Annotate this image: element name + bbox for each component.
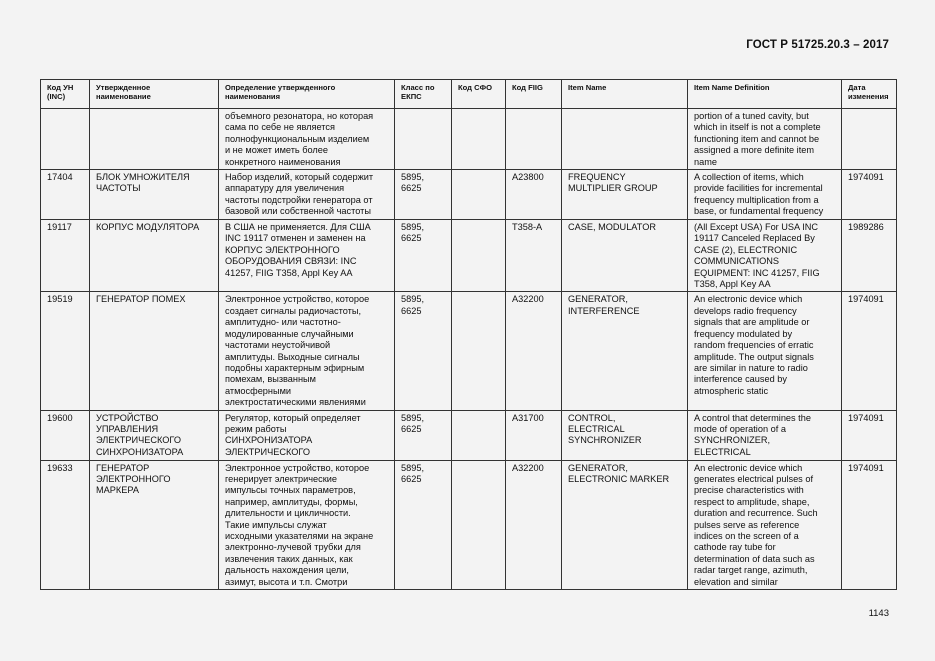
cell-fiig-code: A23800 xyxy=(506,170,562,220)
header-row xyxy=(41,80,897,109)
page-number: 1143 xyxy=(868,608,889,619)
cell-name-definition: Электронное устройство, которое создает сигналы радиочастоты, амплитудно- или частотно- модулированные случайными частотами неустойчивой амплитуды. Выходные сигналы подобны характерным эфирным помехам, вызванным атмосферными электростатическими явлениями xyxy=(219,292,395,410)
cell-approved-name xyxy=(90,109,219,170)
cell-inc-code: 17404 xyxy=(41,170,90,220)
cell-change-date: 1974091 xyxy=(842,292,897,410)
cell-name-definition: Электронное устройство, которое генерирует электрические импульсы точных параметров, например, амплитуды, формы, длительности и цикличности. Такие импульсы служат исходными указателями на экране электронно-лучевой трубки для извлечения таких данных, как дальность нахождения цели, азимут, высота и т.п. Смотри xyxy=(219,460,395,589)
cell-inc-code: 19600 xyxy=(41,410,90,460)
cell-fiig-code: A32200 xyxy=(506,460,562,589)
cell-item-name-definition: (All Except USA) For USA INC 19117 Canceled Replaced By CASE (2), ELECTRONIC COMMUNICATIONS EQUIPMENT: INC 41257, FIIG T358, Appl Key AA xyxy=(688,220,842,292)
cell-item-name-definition: A collection of items, which provide facilities for incremental frequency multiplication from a base, or fundamental frequency xyxy=(688,170,842,220)
cell-sfo-code xyxy=(452,220,506,292)
cell-item-name-definition: A control that determines the mode of operation of a SYNCHRONIZER, ELECTRICAL xyxy=(688,410,842,460)
cell-sfo-code xyxy=(452,460,506,589)
cell-change-date: 1974091 xyxy=(842,410,897,460)
cell-item-name-definition: An electronic device which develops radio frequency signals that are amplitude or frequency modulated by random frequencies of erratic amplitude. The output signals are similar in nature to radio interference caused by atmospheric static xyxy=(688,292,842,410)
cell-approved-name: ГЕНЕРАТОР ПОМЕХ xyxy=(90,292,219,410)
cell-approved-name: БЛОК УМНОЖИТЕЛЯ ЧАСТОТЫ xyxy=(90,170,219,220)
cell-fiig-code xyxy=(506,109,562,170)
cell-change-date: 1989286 xyxy=(842,220,897,292)
cell-inc-code: 19117 xyxy=(41,220,90,292)
header-change-date: Дата изменения xyxy=(842,80,897,109)
cell-sfo-code xyxy=(452,292,506,410)
header-fiig-code: Код FIIG xyxy=(506,80,562,109)
cell-name-definition: В США не применяется. Для США INC 19117 отменен и заменен на КОРПУС ЭЛЕКТРОННОГО ОБОРУДОВАНИЯ СВЯЗИ: INC 41257, FIIG T358, Appl Key AA xyxy=(219,220,395,292)
cell-approved-name: ГЕНЕРАТОР ЭЛЕКТРОННОГО МАРКЕРА xyxy=(90,460,219,589)
cell-ekps-class xyxy=(395,109,452,170)
cell-ekps-class: 5895, 6625 xyxy=(395,170,452,220)
cell-sfo-code xyxy=(452,170,506,220)
document-code: ГОСТ Р 51725.20.3 – 2017 xyxy=(746,39,889,51)
cell-fiig-code: A31700 xyxy=(506,410,562,460)
cell-item-name: CONTROL, ELECTRICAL SYNCHRONIZER xyxy=(562,410,688,460)
cell-name-definition: Набор изделий, который содержит аппаратуру для увеличения частоты подстройки генератора от базовой или собственной частоты xyxy=(219,170,395,220)
cell-sfo-code xyxy=(452,410,506,460)
header-ekps-class: Класс по ЕКПС xyxy=(395,80,452,109)
cell-fiig-code: T358-A xyxy=(506,220,562,292)
cell-change-date xyxy=(842,109,897,170)
cell-item-name: GENERATOR, INTERFERENCE xyxy=(562,292,688,410)
header-item-name-definition: Item Name Definition xyxy=(688,80,842,109)
cell-ekps-class: 5895, 6625 xyxy=(395,292,452,410)
cell-inc-code: 19633 xyxy=(41,460,90,589)
table-row xyxy=(41,109,897,170)
cell-name-definition: объемного резонатора, но которая сама по себе не является полнофункциональным изделием и не может иметь более конкретного наименования xyxy=(219,109,395,170)
header-sfo-code: Код СФО xyxy=(452,80,506,109)
cell-inc-code: 19519 xyxy=(41,292,90,410)
catalog-table xyxy=(40,79,897,590)
cell-approved-name: УСТРОЙСТВО УПРАВЛЕНИЯ ЭЛЕКТРИЧЕСКОГО СИНХРОНИЗАТОРА xyxy=(90,410,219,460)
cell-item-name xyxy=(562,109,688,170)
cell-item-name: CASE, MODULATOR xyxy=(562,220,688,292)
cell-item-name: GENERATOR, ELECTRONIC MARKER xyxy=(562,460,688,589)
table-row xyxy=(41,170,897,220)
cell-ekps-class: 5895, 6625 xyxy=(395,460,452,589)
cell-ekps-class: 5895, 6625 xyxy=(395,410,452,460)
cell-item-name: FREQUENCY MULTIPLIER GROUP xyxy=(562,170,688,220)
header-name-definition: Определение утвержденного наименования xyxy=(219,80,395,109)
header-approved-name: Утвержденное наименование xyxy=(90,80,219,109)
header-inc-code: Код УН (INC) xyxy=(41,80,90,109)
cell-ekps-class: 5895, 6625 xyxy=(395,220,452,292)
cell-inc-code xyxy=(41,109,90,170)
header-item-name: Item Name xyxy=(562,80,688,109)
cell-change-date: 1974091 xyxy=(842,460,897,589)
cell-change-date: 1974091 xyxy=(842,170,897,220)
cell-item-name-definition: An electronic device which generates electrical pulses of precise characteristics with respect to amplitude, shape, duration and recurrence. Such pulses serve as reference indices on the screen of a cathode ray tube for determination of data such as radar target range, azimuth, elevation and similar xyxy=(688,460,842,589)
cell-approved-name: КОРПУС МОДУЛЯТОРА xyxy=(90,220,219,292)
cell-name-definition: Регулятор, который определяет режим работы СИНХРОНИЗАТОРА ЭЛЕКТРИЧЕСКОГО xyxy=(219,410,395,460)
cell-item-name-definition: portion of a tuned cavity, but which in itself is not a complete functioning item and cannot be assigned a more definite item name xyxy=(688,109,842,170)
cell-fiig-code: A32200 xyxy=(506,292,562,410)
table-row xyxy=(41,410,897,460)
table-row xyxy=(41,292,897,410)
table-row xyxy=(41,220,897,292)
cell-sfo-code xyxy=(452,109,506,170)
table-row xyxy=(41,460,897,589)
